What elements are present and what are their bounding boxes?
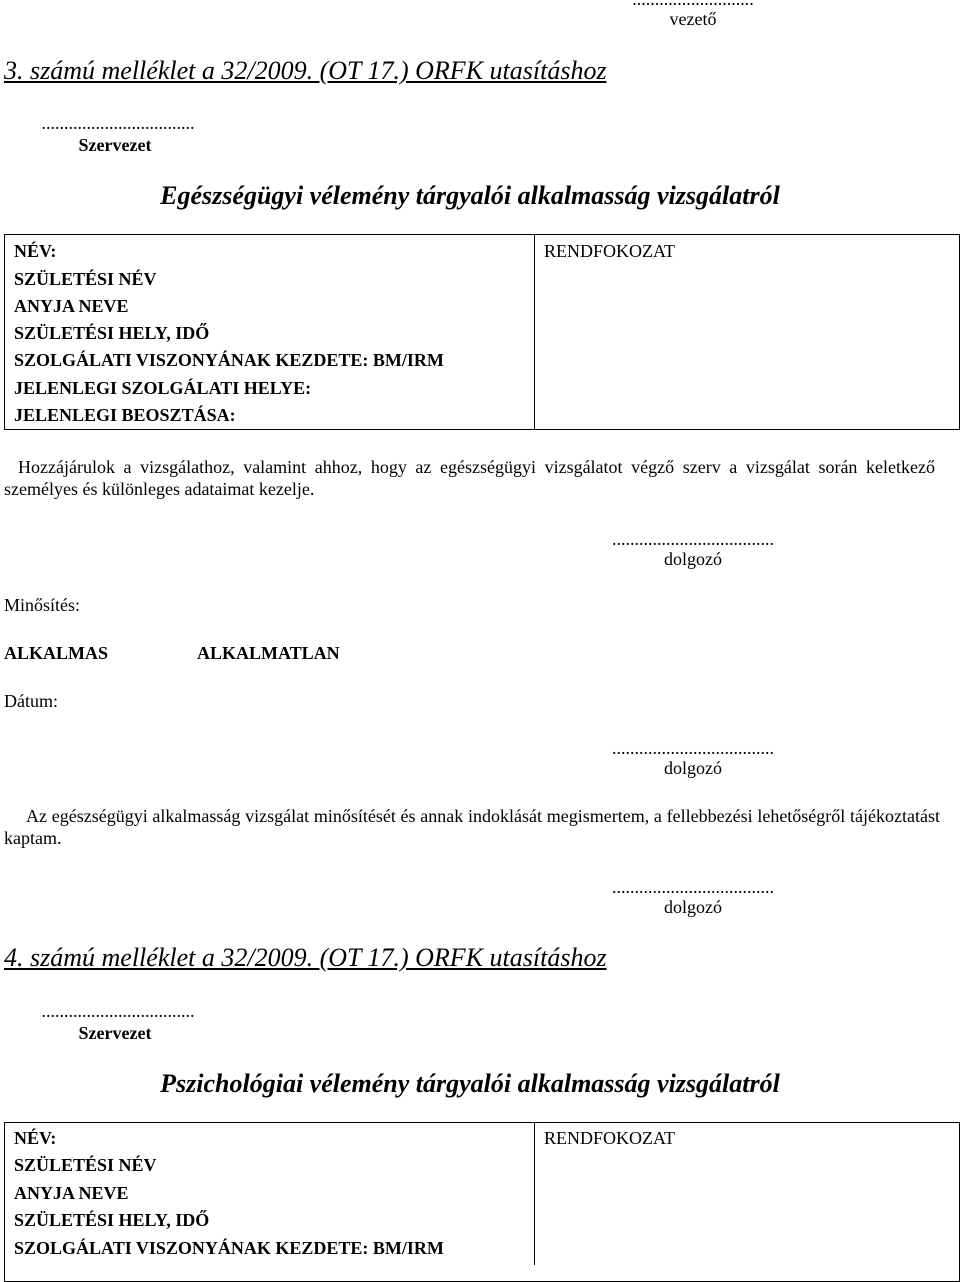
field-mother-name: ANYJA NEVE bbox=[14, 296, 129, 316]
org-label: Szervezet bbox=[78, 135, 152, 155]
signature1-dots: .................................... bbox=[612, 529, 774, 549]
option-unfit: ALKALMATLAN bbox=[197, 643, 340, 663]
field-rank: RENDFOKOZAT bbox=[544, 241, 676, 261]
consent-paragraph: Hozzájárulok a vizsgálathoz, valamint ahhoz, hogy az egészségügyi vizsgálatot végző szerv a vizsgálat során keletkező személyes és különleges adataimat kezelje. bbox=[4, 457, 935, 499]
annex-3-title: 3. számú melléklet a 32/2009. (OT 17.) ORFK utasításhoz bbox=[4, 56, 607, 85]
form4-field-birth-name: SZÜLETÉSI NÉV bbox=[14, 1155, 157, 1175]
box-divider bbox=[534, 234, 535, 430]
form4-field-service-start: SZOLGÁLATI VISZONYÁNAK KEZDETE: BM/IRM bbox=[14, 1238, 444, 1258]
acknowledgement-paragraph: Az egészségügyi alkalmasság vizsgálat minősítését és annak indoklását megismertem, a fellebbezési lehetőségről tájékoztatást kaptam. bbox=[4, 806, 940, 848]
field-current-position: JELENLEGI BEOSZTÁSA: bbox=[14, 405, 236, 425]
signature3-role: dolgozó bbox=[664, 897, 722, 917]
form4-field-rank: RENDFOKOZAT bbox=[544, 1128, 676, 1148]
field-birth-place-date: SZÜLETÉSI HELY, IDŐ bbox=[14, 323, 210, 343]
box-divider-4 bbox=[534, 1122, 535, 1265]
org-label-4: Szervezet bbox=[78, 1023, 152, 1043]
top-signature-role: vezető bbox=[669, 9, 717, 29]
signature1-role: dolgozó bbox=[664, 549, 722, 569]
field-current-post: JELENLEGI SZOLGÁLATI HELYE: bbox=[14, 378, 312, 398]
field-service-start: SZOLGÁLATI VISZONYÁNAK KEZDETE: BM/IRM bbox=[14, 350, 444, 370]
form4-field-birth-place-date: SZÜLETÉSI HELY, IDŐ bbox=[14, 1210, 210, 1230]
org-dots-4: .................................. bbox=[41, 1001, 195, 1021]
form4-field-name: NÉV: bbox=[14, 1128, 57, 1148]
qualification-label: Minősítés: bbox=[4, 595, 81, 615]
option-fit: ALKALMAS bbox=[4, 643, 109, 663]
date-label: Dátum: bbox=[4, 691, 58, 711]
form4-title: Pszichológiai vélemény tárgyalói alkalmasság vizsgálatról bbox=[160, 1069, 780, 1098]
form3-title: Egészségügyi vélemény tárgyalói alkalmasság vizsgálatról bbox=[160, 181, 780, 210]
annex-4-title: 4. számú melléklet a 32/2009. (OT 17.) ORFK utasításhoz bbox=[4, 943, 607, 972]
signature2-dots: .................................... bbox=[612, 738, 774, 758]
signature3-dots: .................................... bbox=[612, 877, 774, 897]
field-name: NÉV: bbox=[14, 241, 57, 261]
field-birth-name: SZÜLETÉSI NÉV bbox=[14, 269, 157, 289]
org-dots: .................................. bbox=[41, 113, 195, 133]
form4-field-mother-name: ANYJA NEVE bbox=[14, 1183, 129, 1203]
signature2-role: dolgozó bbox=[664, 758, 722, 778]
